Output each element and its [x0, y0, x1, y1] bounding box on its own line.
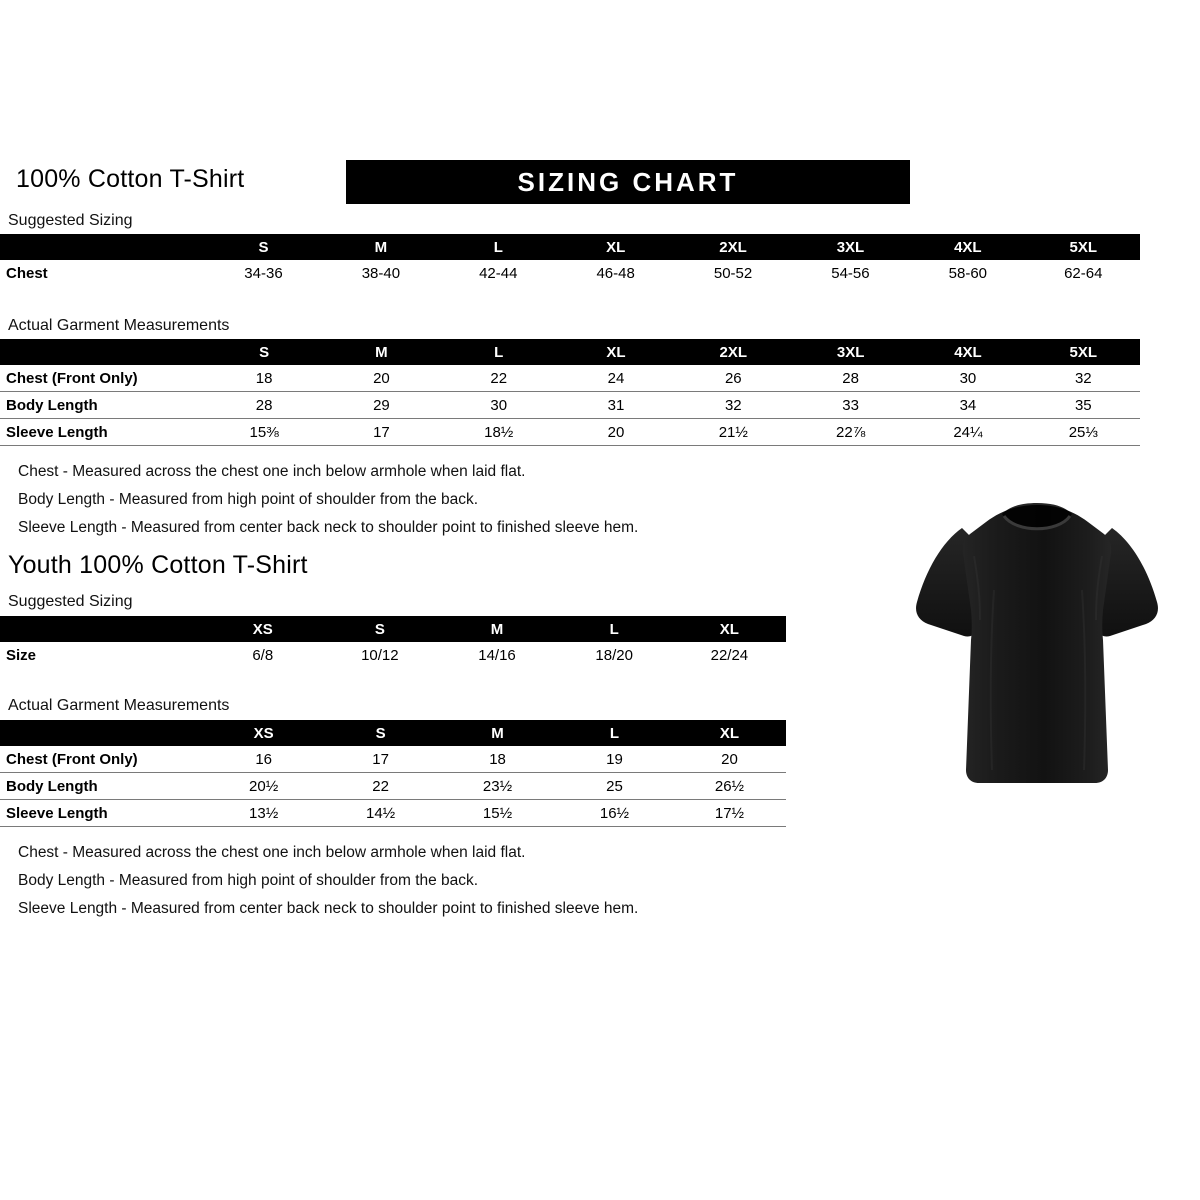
cell-bodylength-s: 22 [322, 773, 439, 800]
col-head-3xl: 3XL [792, 234, 909, 260]
col-head-3xl: 3XL [792, 339, 909, 365]
col-head-4xl: 4XL [909, 234, 1026, 260]
col-head-l: L [556, 720, 673, 746]
col-head-m: M [323, 339, 440, 365]
youth-actual-measurements-label: Actual Garment Measurements [8, 697, 230, 714]
cell-chest-4xl: 58-60 [909, 260, 1026, 286]
cell-size-m: 14/16 [438, 642, 555, 668]
table-row [0, 419, 1140, 446]
col-head-l: L [440, 234, 557, 260]
cell-bodylength-m: 23½ [439, 773, 556, 800]
cell-chest-m: 38-40 [322, 260, 439, 286]
table-row [0, 642, 786, 668]
cell-sleevelength-xl: 20 [557, 419, 674, 446]
cell-sleevelength-2xl: 21½ [675, 419, 792, 446]
col-head-s: S [205, 339, 322, 365]
table-row [0, 260, 1140, 286]
cell-sleevelength-3xl: 22⅞ [792, 419, 909, 446]
cell-sleevelength-l: 18½ [440, 419, 557, 446]
col-head-blank [0, 616, 204, 642]
col-head-m: M [322, 234, 439, 260]
cell-sleevelength-s: 15⅜ [205, 419, 322, 446]
cell-bodylength-2xl: 32 [675, 392, 792, 419]
cell-chestfront-l: 19 [556, 746, 673, 773]
col-head-m: M [438, 616, 555, 642]
cell-chest-5xl: 62-64 [1027, 260, 1140, 286]
adult-note-body-length: Body Length - Measured from high point of shoulder from the back. [18, 491, 479, 508]
youth-actual-measurements-table [0, 720, 786, 827]
adult-actual-measurements-label: Actual Garment Measurements [8, 317, 230, 334]
cell-sleevelength-m: 17 [323, 419, 440, 446]
cell-chestfront-xs: 16 [205, 746, 322, 773]
cell-chestfront-5xl: 32 [1027, 365, 1140, 392]
col-head-m: M [439, 720, 556, 746]
cell-size-l: 18/20 [556, 642, 673, 668]
col-head-s: S [205, 234, 322, 260]
row-label-chest-front-only: Chest (Front Only) [0, 746, 205, 773]
table-row [0, 800, 786, 827]
cell-bodylength-3xl: 33 [792, 392, 909, 419]
cell-bodylength-5xl: 35 [1027, 392, 1140, 419]
cell-chestfront-m: 18 [439, 746, 556, 773]
col-head-xl: XL [557, 234, 674, 260]
table-row [0, 365, 1140, 392]
col-head-5xl: 5XL [1027, 234, 1140, 260]
cell-chestfront-s: 18 [205, 365, 322, 392]
table-header-row [0, 234, 1140, 260]
sizing-chart-banner-label: SIZING CHART [517, 167, 739, 197]
cell-bodylength-s: 28 [205, 392, 322, 419]
cell-chest-s: 34-36 [205, 260, 322, 286]
cell-size-xl: 22/24 [673, 642, 786, 668]
cell-bodylength-xl: 26½ [673, 773, 786, 800]
cell-sleevelength-4xl: 24¼ [909, 419, 1026, 446]
adult-suggested-sizing-table [0, 234, 1140, 286]
col-head-2xl: 2XL [675, 339, 792, 365]
row-label-sleeve-length: Sleeve Length [0, 419, 205, 446]
cell-chestfront-xl: 20 [673, 746, 786, 773]
cell-chestfront-4xl: 30 [909, 365, 1026, 392]
col-head-5xl: 5XL [1027, 339, 1140, 365]
col-head-l: L [556, 616, 673, 642]
cell-sleevelength-5xl: 25⅓ [1027, 419, 1140, 446]
adult-suggested-sizing-label: Suggested Sizing [8, 212, 133, 229]
youth-section-title: Youth 100% Cotton T-Shirt [8, 551, 308, 579]
youth-suggested-sizing-table [0, 616, 786, 668]
cell-bodylength-xs: 20½ [205, 773, 322, 800]
cell-chestfront-2xl: 26 [675, 365, 792, 392]
adult-note-chest: Chest - Measured across the chest one inch below armhole when laid flat. [18, 463, 526, 480]
cell-chest-xl: 46-48 [557, 260, 674, 286]
col-head-4xl: 4XL [909, 339, 1026, 365]
sizing-chart-banner [346, 160, 910, 204]
col-head-2xl: 2XL [674, 234, 791, 260]
col-head-s: S [322, 720, 439, 746]
cell-chestfront-m: 20 [323, 365, 440, 392]
cell-chestfront-l: 22 [440, 365, 557, 392]
tshirt-icon [890, 470, 1190, 810]
youth-suggested-sizing-label: Suggested Sizing [8, 593, 133, 610]
cell-bodylength-xl: 31 [557, 392, 674, 419]
col-head-xs: XS [204, 616, 321, 642]
cell-sleevelength-xl: 17½ [673, 800, 786, 827]
table-row [0, 746, 786, 773]
cell-bodylength-l: 30 [440, 392, 557, 419]
cell-sleevelength-l: 16½ [556, 800, 673, 827]
row-label-chest-front-only: Chest (Front Only) [0, 365, 205, 392]
col-head-blank [0, 234, 205, 260]
cell-size-s: 10/12 [321, 642, 438, 668]
tshirt-product-image [890, 470, 1190, 810]
cell-size-xs: 6/8 [204, 642, 321, 668]
adult-note-sleeve-length: Sleeve Length - Measured from center back neck to shoulder point to finished sleeve hem. [18, 519, 639, 536]
col-head-xs: XS [205, 720, 322, 746]
col-head-xl: XL [557, 339, 674, 365]
cell-chestfront-xl: 24 [557, 365, 674, 392]
youth-note-chest: Chest - Measured across the chest one inch below armhole when laid flat. [18, 844, 526, 861]
col-head-blank [0, 339, 205, 365]
row-label-body-length: Body Length [0, 773, 205, 800]
cell-chest-3xl: 54-56 [792, 260, 909, 286]
col-head-blank [0, 720, 205, 746]
cell-sleevelength-s: 14½ [322, 800, 439, 827]
row-label-body-length: Body Length [0, 392, 205, 419]
row-label-sleeve-length: Sleeve Length [0, 800, 205, 827]
cell-chestfront-3xl: 28 [792, 365, 909, 392]
cell-bodylength-m: 29 [323, 392, 440, 419]
adult-actual-measurements-table [0, 339, 1140, 446]
cell-sleevelength-m: 15½ [439, 800, 556, 827]
cell-chest-l: 42-44 [440, 260, 557, 286]
col-head-s: S [321, 616, 438, 642]
table-header-row [0, 616, 786, 642]
cell-chest-2xl: 50-52 [674, 260, 791, 286]
youth-note-body-length: Body Length - Measured from high point of shoulder from the back. [18, 872, 479, 889]
col-head-xl: XL [673, 616, 786, 642]
cell-chestfront-s: 17 [322, 746, 439, 773]
table-row [0, 773, 786, 800]
page-title: 100% Cotton T-Shirt [16, 165, 245, 193]
cell-bodylength-l: 25 [556, 773, 673, 800]
row-label-size: Size [0, 642, 204, 668]
cell-sleevelength-xs: 13½ [205, 800, 322, 827]
table-row [0, 392, 1140, 419]
col-head-xl: XL [673, 720, 786, 746]
table-header-row [0, 339, 1140, 365]
chart-header [8, 160, 1192, 206]
col-head-l: L [440, 339, 557, 365]
row-label-chest: Chest [0, 260, 205, 286]
youth-note-sleeve-length: Sleeve Length - Measured from center back neck to shoulder point to finished sleeve hem. [18, 900, 639, 917]
table-header-row [0, 720, 786, 746]
cell-bodylength-4xl: 34 [909, 392, 1026, 419]
